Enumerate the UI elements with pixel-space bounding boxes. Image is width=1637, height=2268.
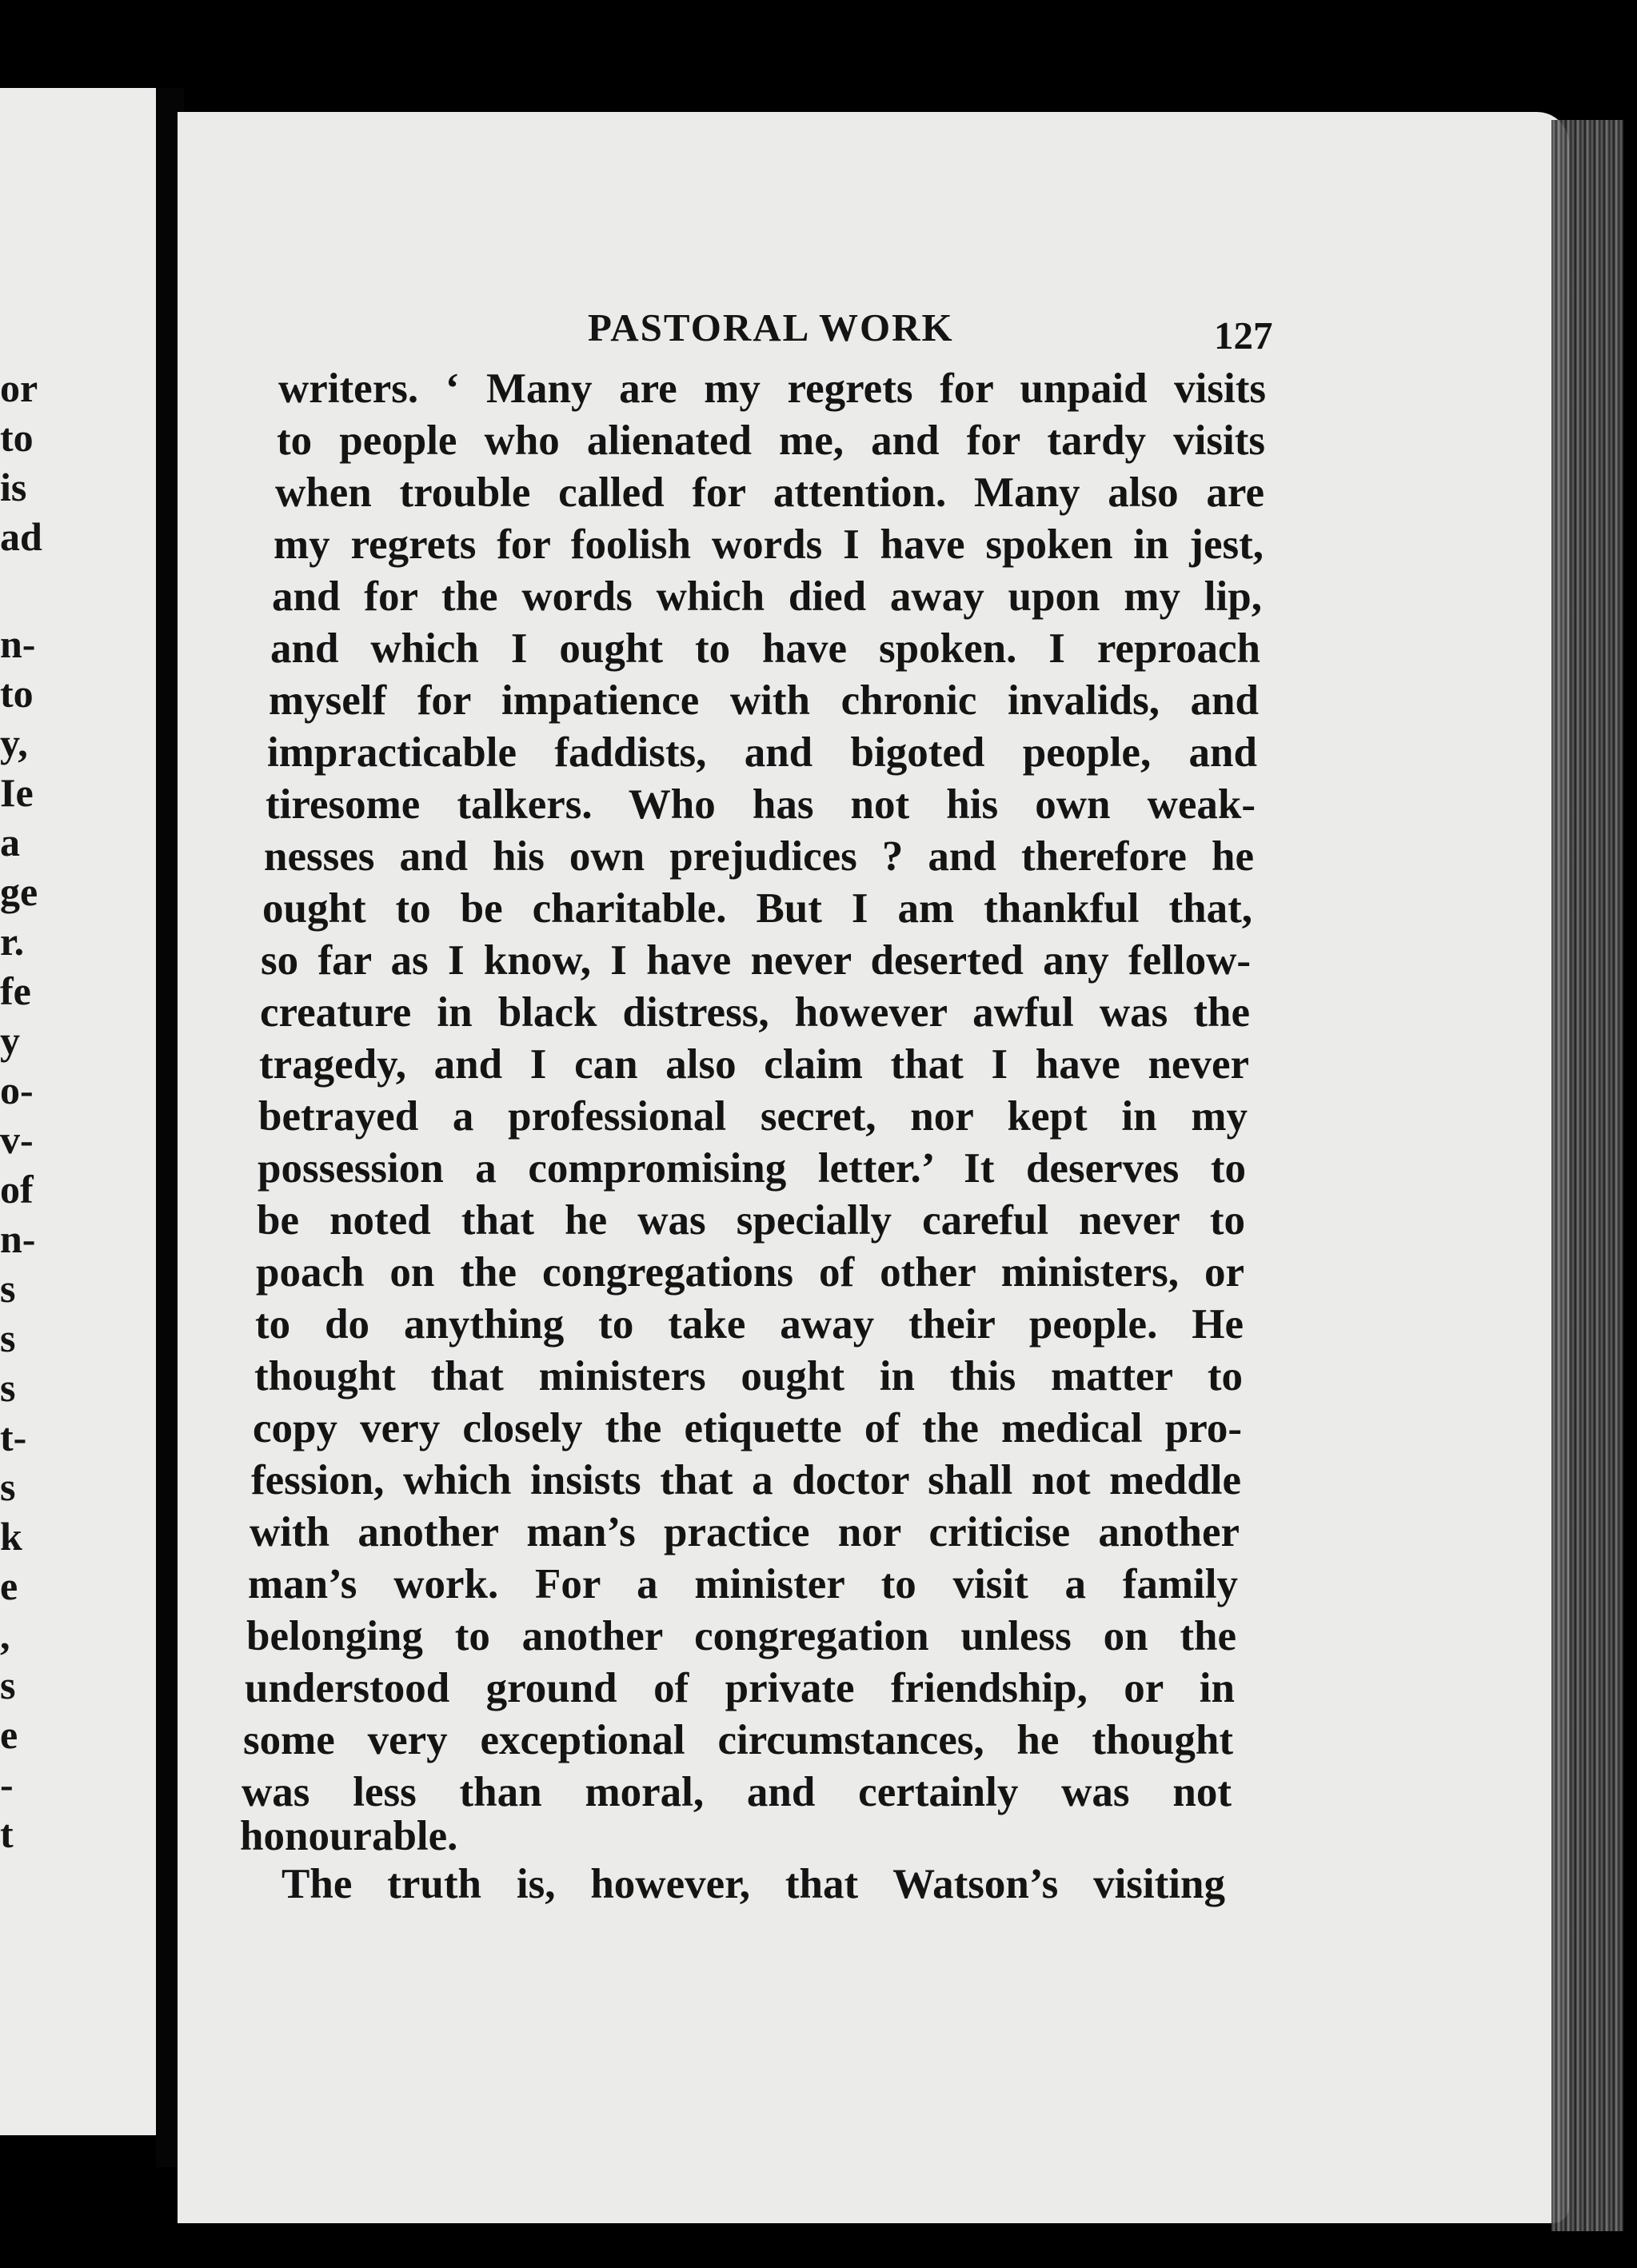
- text-line: creature in black distress, however awful was the: [260, 989, 1250, 1036]
- facing-page-fragment: s: [0, 1464, 16, 1509]
- text-line: ought to be charitable. But I am thankful that,: [262, 885, 1252, 932]
- text-line: tragedy, and I can also claim that I have never: [259, 1041, 1249, 1088]
- text-line: understood ground of private friendship, or in: [245, 1665, 1235, 1711]
- text-line: be noted that he was specially careful never to: [257, 1197, 1245, 1244]
- text-line: poach on the congregations of other ministers, or: [256, 1249, 1244, 1296]
- facing-page-fragment: s: [0, 1365, 16, 1410]
- facing-page-fragment: k: [0, 1514, 22, 1559]
- page-number: 127: [1214, 313, 1273, 357]
- text-line: honourable.: [240, 1813, 458, 1859]
- facing-page-fragment: s: [0, 1663, 16, 1707]
- facing-page-fragment: to: [0, 415, 34, 460]
- text-line: myself for impatience with chronic invalids, and: [269, 677, 1259, 724]
- facing-page-fragment: ge: [0, 869, 38, 914]
- text-line: my regrets for foolish words I have spoken in jest,: [273, 521, 1264, 568]
- facing-page-fragment: fe: [0, 968, 31, 1013]
- facing-page-fragment: y,: [0, 721, 28, 765]
- text-line: belonging to another congregation unless on the: [246, 1613, 1236, 1659]
- text-line: to do anything to take away their people. He: [255, 1301, 1244, 1348]
- text-line: fession, which insists that a doctor shall not meddle: [251, 1457, 1241, 1503]
- facing-page-fragment: t: [0, 1811, 14, 1856]
- text-line: some very exceptional circumstances, he thought: [243, 1717, 1233, 1763]
- facing-page-fragment: e: [0, 1563, 18, 1608]
- text-line: tiresome talkers. Who has not his own weak-: [266, 781, 1256, 828]
- facing-page-fragment: or: [0, 365, 38, 410]
- facing-page-fragment: to: [0, 671, 34, 716]
- facing-page-fragment: n-: [0, 621, 36, 666]
- facing-page-fragment: e: [0, 1712, 18, 1757]
- facing-page-fragment: t-: [0, 1415, 27, 1459]
- page-stack-edge: [1551, 120, 1623, 2231]
- running-title: PASTORAL WORK: [588, 305, 954, 349]
- text-line: betrayed a professional secret, nor kept in my: [258, 1093, 1248, 1140]
- facing-page-fragment: ,: [0, 1613, 10, 1658]
- text-line: when trouble called for attention. Many also are: [275, 469, 1264, 516]
- facing-page-fragment: y: [0, 1018, 20, 1063]
- text-line: and for the words which died away upon my lip,: [272, 573, 1262, 620]
- text-line: thought that ministers ought in this matter to: [254, 1353, 1243, 1400]
- text-line: to people who alienated me, and for tardy visits: [277, 417, 1265, 464]
- facing-page-fragment: Ie: [0, 770, 34, 815]
- facing-page-fragment: is: [0, 465, 27, 509]
- text-line: with another man’s practice nor criticise another: [250, 1509, 1240, 1555]
- text-line: impracticable faddists, and bigoted people, and: [267, 729, 1257, 776]
- facing-page-fragment: a: [0, 820, 20, 864]
- facing-page-fragment: v-: [0, 1117, 34, 1162]
- facing-page-fragment: -: [0, 1762, 14, 1807]
- facing-page-fragment: of: [0, 1167, 34, 1212]
- facing-page-fragment: r.: [0, 919, 25, 964]
- text-line: was less than moral, and certainly was not: [242, 1769, 1232, 1815]
- facing-page-left: [0, 88, 156, 2135]
- text-line: writers. ‘ Many are my regrets for unpaid visits: [278, 365, 1266, 412]
- facing-page-fragment: s: [0, 1316, 16, 1360]
- text-line: and which I ought to have spoken. I reproach: [270, 625, 1260, 672]
- text-line: man’s work. For a minister to visit a family: [248, 1561, 1238, 1607]
- text-line: nesses and his own prejudices ? and therefore he: [264, 833, 1254, 880]
- facing-page-fragment: s: [0, 1266, 16, 1311]
- text-line: copy very closely the etiquette of the medical pro-: [253, 1405, 1242, 1451]
- facing-page-fragment: n-: [0, 1216, 36, 1261]
- text-line: possession a compromising letter.’ It deserves to: [258, 1145, 1246, 1192]
- facing-page-fragment: o-: [0, 1068, 34, 1112]
- facing-page-fragment: ad: [0, 514, 42, 559]
- text-line: The truth is, however, that Watson’s visiting: [281, 1861, 1225, 1907]
- text-line: so far as I know, I have never deserted any fellow-: [261, 937, 1251, 984]
